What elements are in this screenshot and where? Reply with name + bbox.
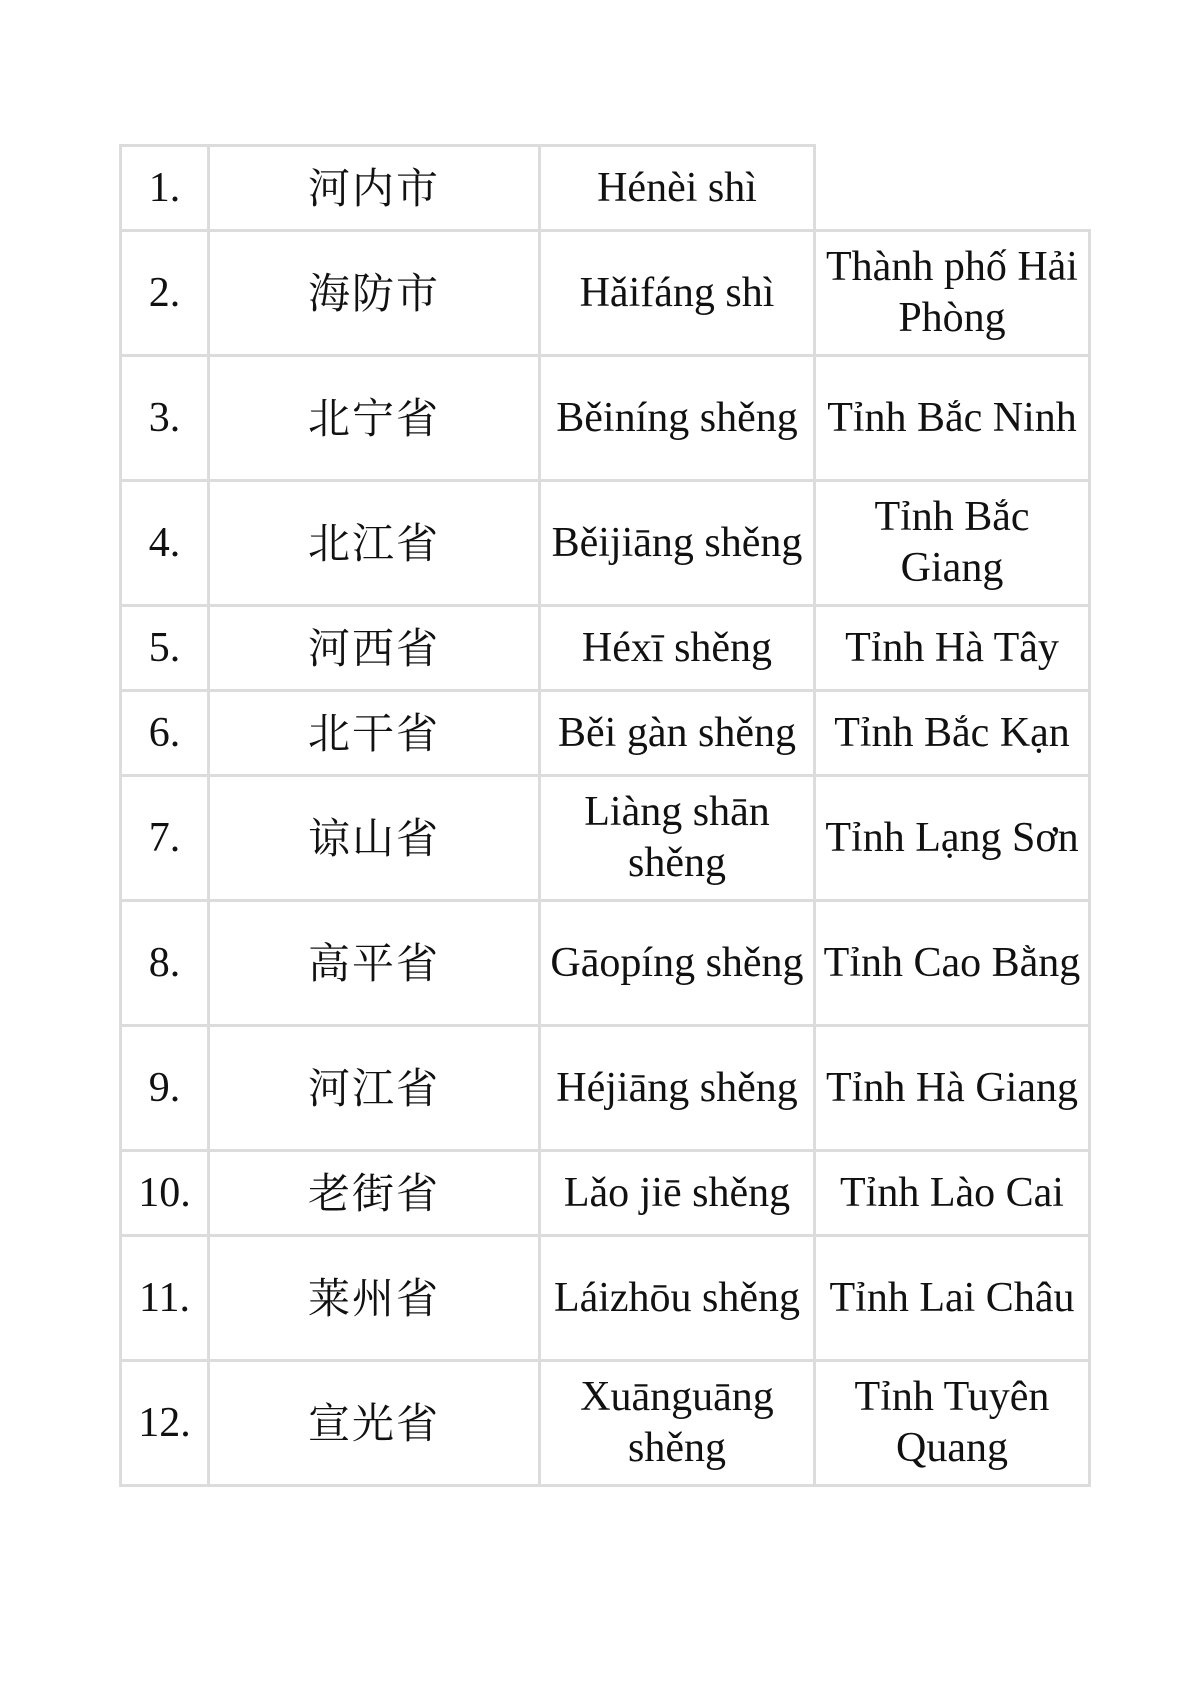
pinyin-name: Běijiāng shěng [540, 481, 815, 606]
vietnamese-name [815, 146, 1090, 231]
chinese-name: 高平省 [209, 901, 540, 1026]
row-number: 6. [121, 691, 209, 776]
pinyin-name: Láizhōu shěng [540, 1236, 815, 1361]
row-number: 9. [121, 1026, 209, 1151]
table-row [121, 1361, 1090, 1486]
table-row [121, 356, 1090, 481]
table-row [121, 776, 1090, 901]
row-number: 7. [121, 776, 209, 901]
table-row [121, 146, 1090, 231]
row-number: 8. [121, 901, 209, 1026]
chinese-name: 宣光省 [209, 1361, 540, 1486]
row-number: 4. [121, 481, 209, 606]
vietnamese-name: Tỉnh Bắc Giang [815, 481, 1090, 606]
vietnamese-name: Tỉnh Lạng Sơn [815, 776, 1090, 901]
province-table [119, 144, 1091, 1487]
pinyin-name: Lǎo jiē shěng [540, 1151, 815, 1236]
pinyin-name: Běiníng shěng [540, 356, 815, 481]
table-row [121, 901, 1090, 1026]
pinyin-name: Liàng shān shěng [540, 776, 815, 901]
pinyin-name: Hǎifáng shì [540, 231, 815, 356]
table-row [121, 1026, 1090, 1151]
chinese-name: 谅山省 [209, 776, 540, 901]
pinyin-name: Xuānguāng shěng [540, 1361, 815, 1486]
vietnamese-name: Tỉnh Lai Châu [815, 1236, 1090, 1361]
chinese-name: 莱州省 [209, 1236, 540, 1361]
row-number: 2. [121, 231, 209, 356]
chinese-name: 海防市 [209, 231, 540, 356]
chinese-name: 北宁省 [209, 356, 540, 481]
pinyin-name: Gāopíng shěng [540, 901, 815, 1026]
row-number: 10. [121, 1151, 209, 1236]
table-row [121, 1236, 1090, 1361]
row-number: 3. [121, 356, 209, 481]
pinyin-name: Hénèi shì [540, 146, 815, 231]
table-row [121, 1151, 1090, 1236]
chinese-name: 北干省 [209, 691, 540, 776]
pinyin-name: Héjiāng shěng [540, 1026, 815, 1151]
vietnamese-name: Tỉnh Tuyên Quang [815, 1361, 1090, 1486]
vietnamese-name: Tỉnh Bắc Ninh [815, 356, 1090, 481]
table-row [121, 481, 1090, 606]
vietnamese-name: Tỉnh Hà Tây [815, 606, 1090, 691]
table-row [121, 691, 1090, 776]
row-number: 1. [121, 146, 209, 231]
chinese-name: 河江省 [209, 1026, 540, 1151]
vietnamese-name: Thành phố Hải Phòng [815, 231, 1090, 356]
row-number: 12. [121, 1361, 209, 1486]
chinese-name: 河西省 [209, 606, 540, 691]
vietnamese-name: Tỉnh Hà Giang [815, 1026, 1090, 1151]
table-row [121, 231, 1090, 356]
table-row [121, 606, 1090, 691]
vietnamese-name: Tỉnh Bắc Kạn [815, 691, 1090, 776]
vietnamese-name: Tỉnh Cao Bằng [815, 901, 1090, 1026]
chinese-name: 老街省 [209, 1151, 540, 1236]
chinese-name: 北江省 [209, 481, 540, 606]
pinyin-name: Běi gàn shěng [540, 691, 815, 776]
pinyin-name: Héxī shěng [540, 606, 815, 691]
row-number: 5. [121, 606, 209, 691]
chinese-name: 河内市 [209, 146, 540, 231]
row-number: 11. [121, 1236, 209, 1361]
vietnamese-name: Tỉnh Lào Cai [815, 1151, 1090, 1236]
